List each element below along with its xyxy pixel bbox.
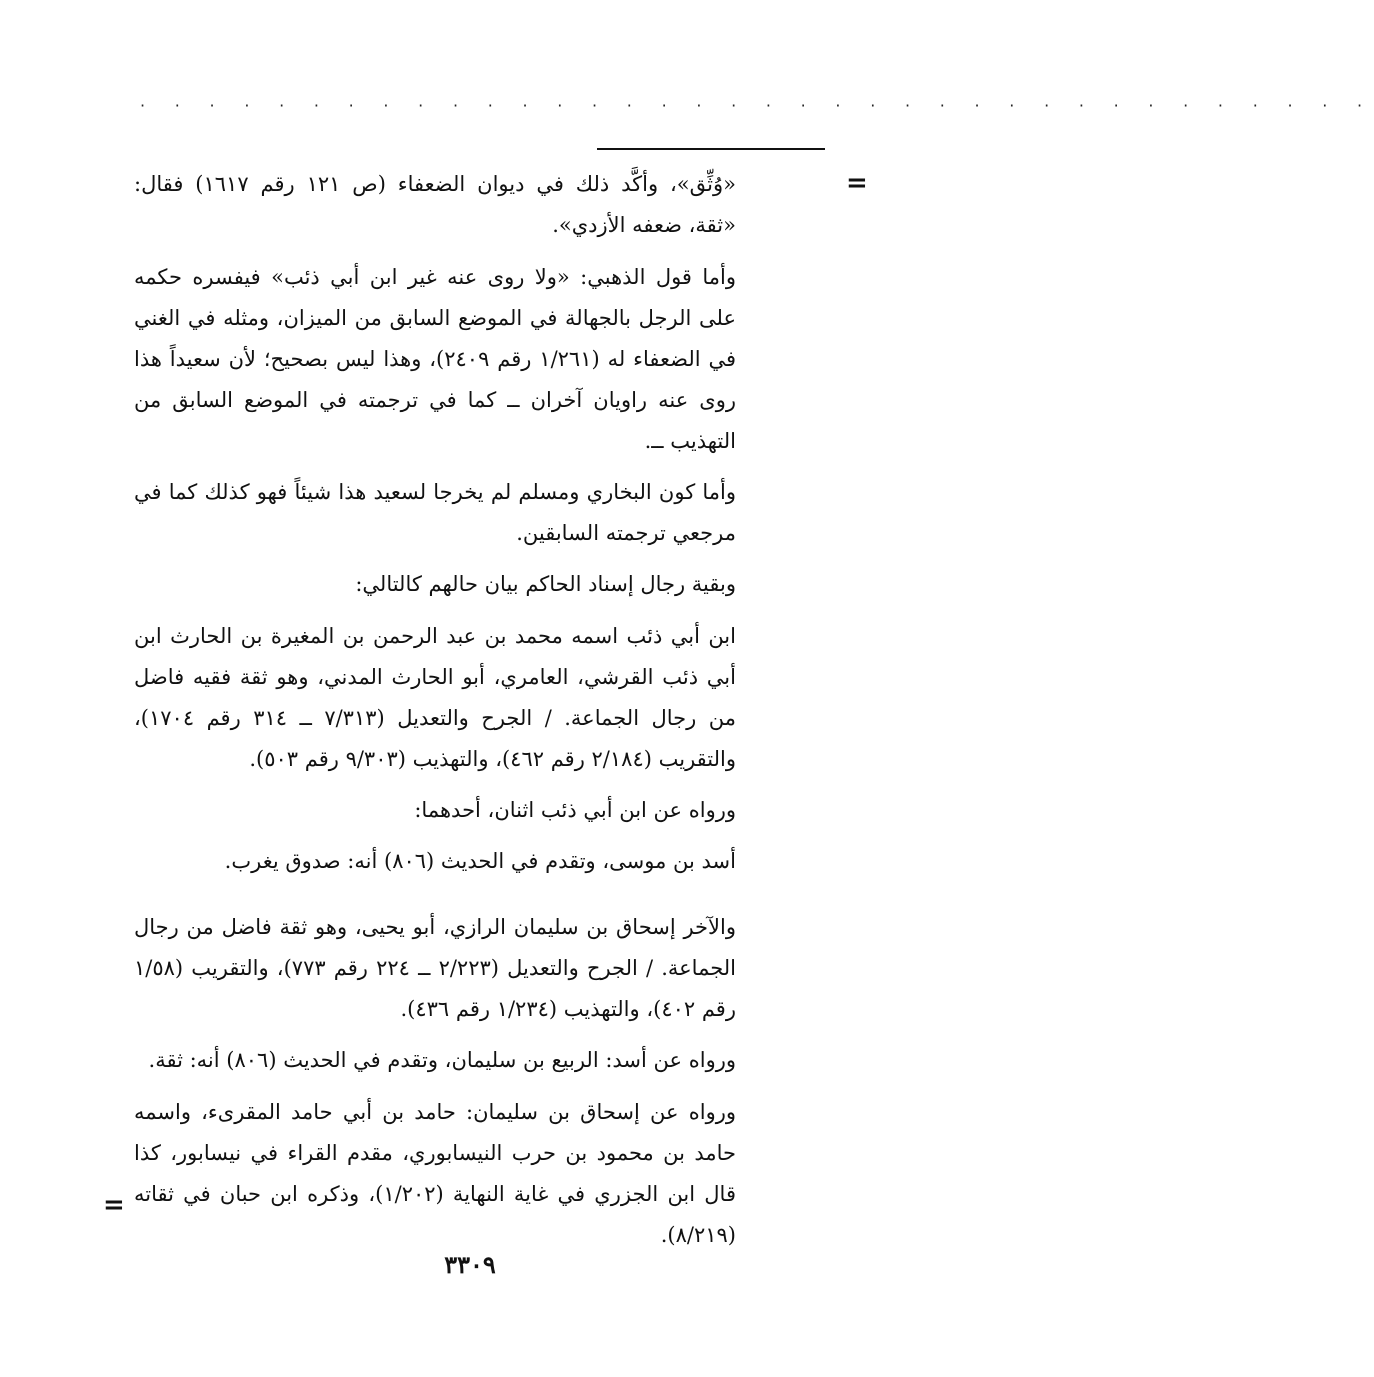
paragraph-7: أسد بن موسى، وتقدم في الحديث (٨٠٦) أنه: صدوق يغرب. [224,849,736,873]
paragraph-2: وأما قول الذهبي: «ولا روى عنه غير ابن أبي ذئب» فيفسره حكمه على الرجل بالجهالة في الموضع السابق من الميزان، ومثله في الغني في الضعفاء له (١/٢٦١ رقم ٢٤٠٩)، وهذا ليس بصحيح؛ لأن سعيداً هذا روى عنه راويان آخران ــ كما في ترجمته في الموضع السابق من التهذيب ــ. [134,265,736,453]
continuation-mark-bottom: = [103,1190,125,1220]
footnote-separator-rule [597,148,825,150]
paragraph-4: وبقية رجال إسناد الحاكم بيان حالهم كالتالي: [355,572,736,596]
header-dotted-line: · · · · · · · · · · · · · · · · · · · · · · · · · · · · · · · · · · · · [140,96,1374,115]
page-body [134,164,736,1256]
continuation-mark-top: = [846,168,868,198]
paragraph-9: ورواه عن أسد: الربيع بن سليمان، وتقدم في الحديث (٨٠٦) أنه: ثقة. [148,1048,736,1072]
paragraph-8: والآخر إسحاق بن سليمان الرازي، أبو يحيى، وهو ثقة فاضل من رجال الجماعة. / الجرح والتعديل (٢/٢٢٣ ــ ٢٢٤ رقم ٧٧٣)، والتقريب (١/٥٨ رقم ٤٠٢)، والتهذيب (١/٢٣٤ رقم ٤٣٦). [134,915,737,1021]
paragraph-6: ورواه عن ابن أبي ذئب اثنان، أحدهما: [414,798,736,822]
paragraph-5: ابن أبي ذئب اسمه محمد بن عبد الرحمن بن المغيرة بن الحارث ابن أبي ذئب القرشي، العامري، أبو الحارث المدني، وهو ثقة فقيه فاضل من رجال الجماعة. / الجرح والتعديل (٧/٣١٣ ــ ٣١٤ رقم ١٧٠٤)، والتقريب (٢/١٨٤ رقم ٤٦٢)، والتهذيب (٩/٣٠٣ رقم ٥٠٣). [134,624,737,771]
page-number: ٣٣٠٩ [444,1250,496,1279]
paragraph-1: «وُثِّق»، وأكَّد ذلك في ديوان الضعفاء (ص ١٢١ رقم ١٦١٧) فقال: «ثقة، ضعفه الأزدي». [134,172,736,237]
paragraph-10: ورواه عن إسحاق بن سليمان: حامد بن أبي حامد المقرىء، واسمه حامد بن محمود بن حرب النيسابوري، مقدم القراء في نيسابور، كذا قال ابن الجزري في غاية النهاية (١/٢٠٢)، وذكره ابن حبان في ثقاته (٨/٢١٩). [134,1100,736,1247]
paragraph-3: وأما كون البخاري ومسلم لم يخرجا لسعيد هذا شيئاً فهو كذلك كما في مرجعي ترجمته السابقين. [134,480,736,545]
